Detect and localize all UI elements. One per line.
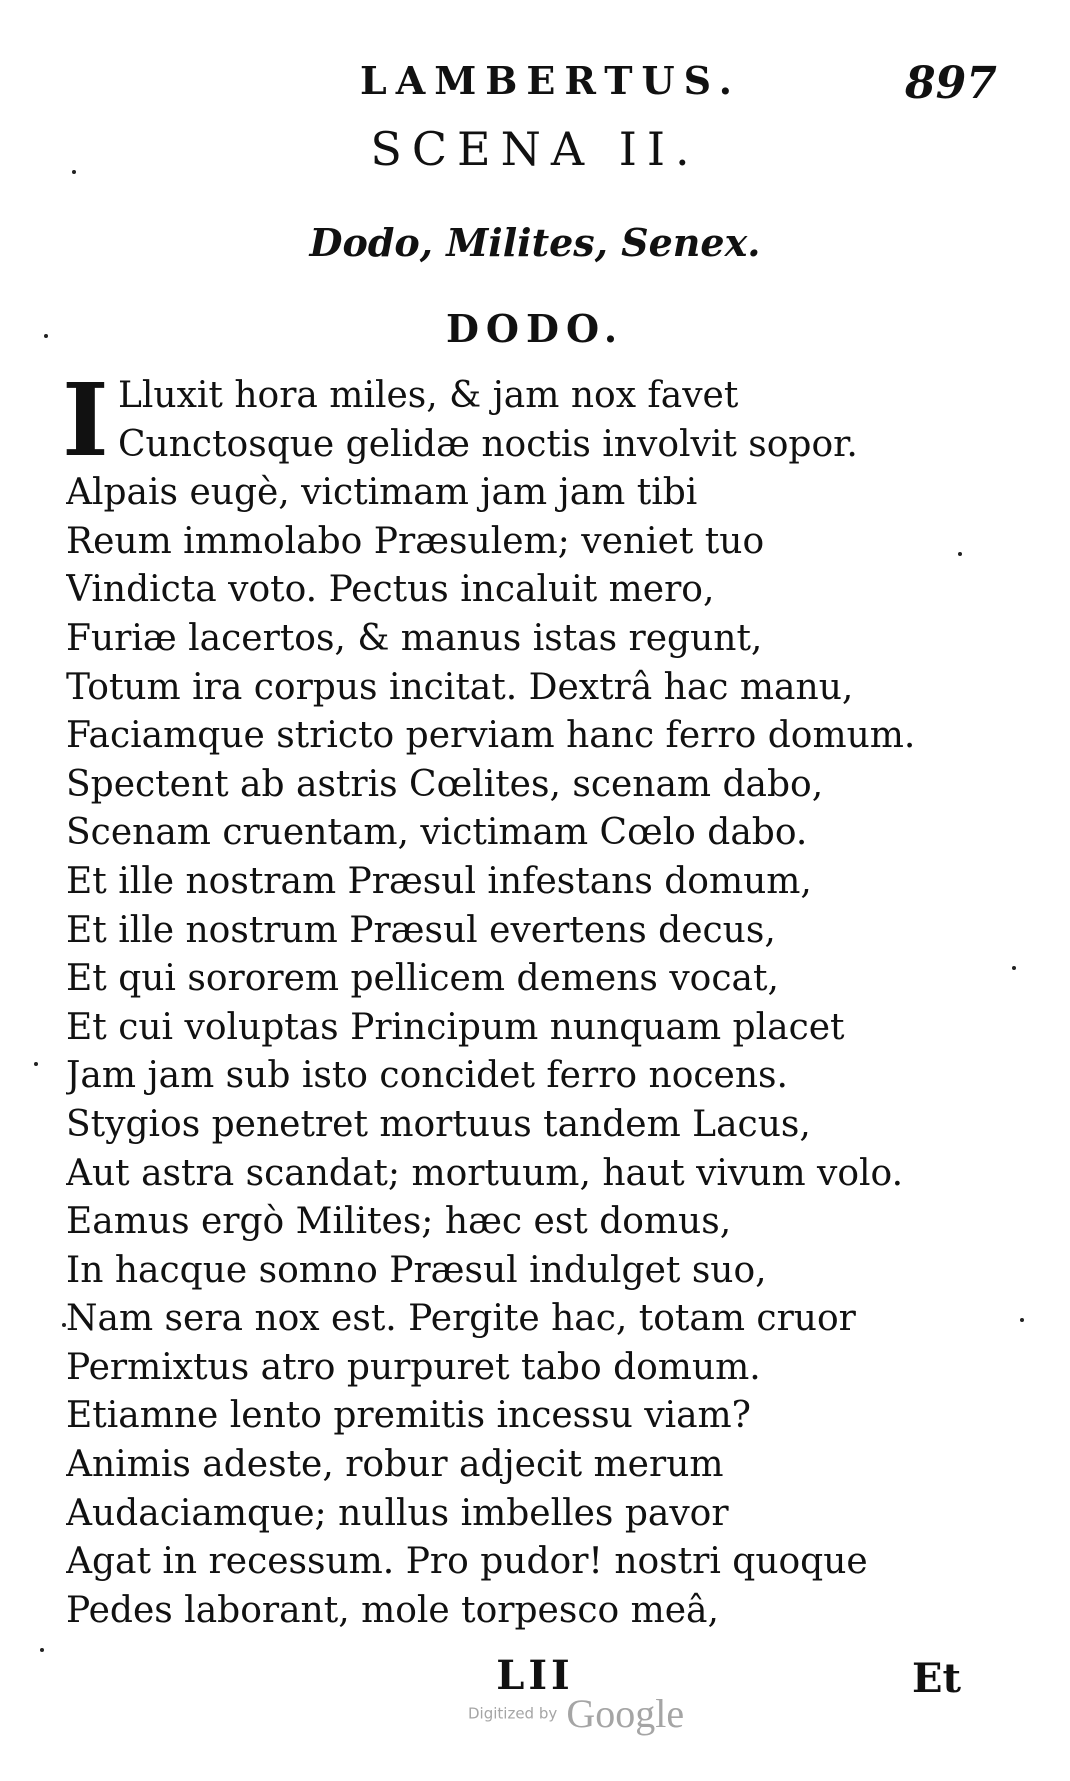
scan-speck <box>62 1323 66 1327</box>
verse-line: Faciamque stricto perviam hanc ferro domum. <box>66 715 916 757</box>
verse-line: Furiæ lacertos, & manus istas regunt, <box>66 617 763 659</box>
scan-speck <box>34 1062 38 1066</box>
verse-line: Stygios penetret mortuus tandem Lacus, <box>66 1103 811 1145</box>
scan-speck <box>72 170 76 174</box>
verse-line: Spectent ab astris Cœlites, scenam dabo, <box>66 763 824 805</box>
running-head: LAMBERTUS. <box>360 58 741 103</box>
verse-line: Eamus ergò Milites; hæc est domus, <box>66 1201 732 1243</box>
verse-line: Et qui sororem pellicem demens vocat, <box>66 958 779 1000</box>
digitized-watermark <box>468 1690 684 1737</box>
verse-line: Scenam cruentam, victimam Cœlo dabo. <box>66 812 808 854</box>
verse-line: Permixtus atro purpuret tabo domum. <box>66 1346 761 1388</box>
verse-block <box>66 372 996 1635</box>
verse-line: Nam sera nox est. Pergite hac, totam cruor <box>66 1298 856 1340</box>
digitized-prefix: Digitized by <box>468 1704 558 1723</box>
verse-line: Et ille nostrum Præsul evertens decus, <box>66 909 776 951</box>
character-list: Dodo, Milites, Senex. <box>309 220 761 265</box>
scan-speck <box>1020 1318 1024 1322</box>
verse-line: Audaciamque; nullus imbelles pavor <box>66 1492 729 1534</box>
verse-line: Animis adeste, robur adjecit merum <box>66 1444 724 1486</box>
google-logo: Google <box>566 1691 685 1736</box>
verse-line: Pedes laborant, mole torpesco meâ, <box>66 1589 719 1631</box>
verse-line: Et ille nostram Præsul infestans domum, <box>66 860 812 902</box>
verse-line: Vindicta voto. Pectus incaluit mero, <box>66 569 715 611</box>
catchword: Et <box>912 1655 961 1702</box>
verse-line: Reum immolabo Præsulem; veniet tuo <box>66 520 765 562</box>
verse-line: Et cui voluptas Principum nunquam placet <box>66 1006 845 1048</box>
verse-line: In hacque somno Præsul indulget suo, <box>66 1249 767 1291</box>
scan-speck <box>40 1648 44 1652</box>
verse-line: Alpais eugè, victimam jam jam tibi <box>66 472 698 514</box>
scan-speck <box>958 552 962 556</box>
verse-line: Cunctosque gelidæ noctis involvit sopor. <box>118 423 858 465</box>
verse-line: Lluxit hora miles, & jam nox favet <box>118 375 739 416</box>
scan-speck <box>44 334 48 338</box>
speaker-name: DODO. <box>445 306 625 351</box>
verse-line: Etiamne lento premitis incessu viam? <box>66 1395 751 1437</box>
page-number: 897 <box>905 58 997 109</box>
verse-line: Jam jam sub isto concidet ferro nocens. <box>66 1055 788 1097</box>
verse-line: Totum ira corpus incitat. Dextrâ hac manu, <box>66 666 854 708</box>
verse-line: Agat in recessum. Pro pudor! nostri quoque <box>66 1541 868 1583</box>
signature-mark: LII <box>496 1652 574 1699</box>
scan-speck <box>1012 966 1016 970</box>
drop-cap: I <box>62 361 109 479</box>
scene-title: SCENA II. <box>370 122 700 176</box>
verse-line: Aut astra scandat; mortuum, haut vivum volo. <box>66 1152 904 1194</box>
